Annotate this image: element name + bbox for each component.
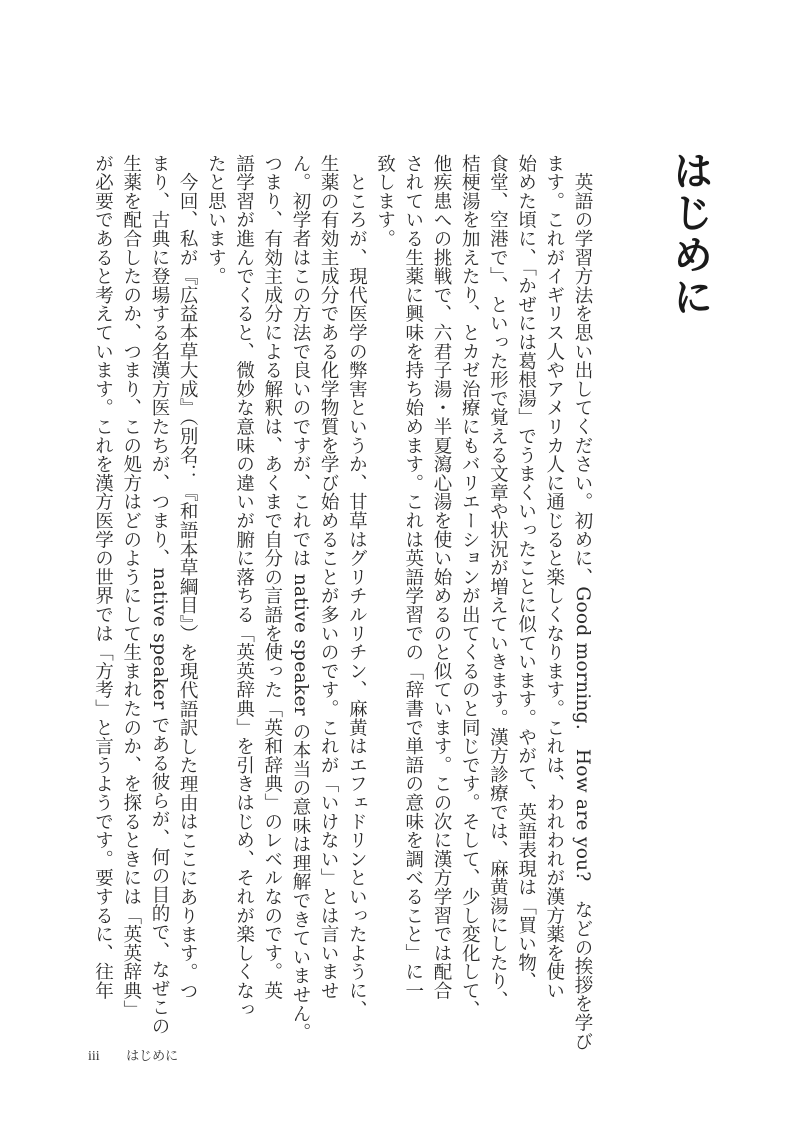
text-column: 生薬を配合したのか、つまり、この処方はどのようにして生まれたのか、を探るときには「英英辞典」 (120, 154, 142, 1019)
body-text (88, 154, 596, 1051)
text-column: されている生薬に興味を持ち始めます。これは英語学習での「辞書で単語の意味を調べること」に一 (402, 154, 424, 1000)
text-column: ん。初学者はこの方法で良いのですが、これでは native speaker の本当の意味は理解できていません。 (289, 154, 311, 1042)
text-column: 他疾患への挑戦で、六君子湯・半夏瀉心湯を使い始めるのと似ています。この次に漢方学習では配合 (430, 154, 452, 1000)
text-column: 致します。 (374, 154, 396, 248)
text-column: ところが、現代医学の弊害というか、甘草はグリチルリチン、麻黄はエフェドリンといったように、 (346, 154, 368, 1019)
text-column: 今回、私が『広益本草大成』（別名：『和語本草綱目』）を現代語訳した理由はここにあります。つ (177, 154, 199, 1001)
text-column: ます。これがイギリス人やアメリカ人に通じると楽しくなります。これは、われわれが漢方薬を使い (543, 154, 565, 1000)
text-column: が必要であると考えています。これを漢方医学の世界では「方考」と言うようです。要するに、往年 (92, 154, 114, 1000)
text-column: 桔梗湯を加えたり、とカゼ治療にもバリエーションが出てくるのと同じです。そして、少し変化して、 (459, 154, 481, 1019)
text-column: つまり、有効主成分による解釈は、あくまで自分の言語を使った「英和辞典」のレベルなのです。英 (261, 154, 283, 1000)
text-column: まり、古典に登場する名漢方医たちが、つまり、native speaker である彼らが、何の目的で、なぜこの (148, 154, 170, 1036)
page-number: iii (88, 1049, 100, 1064)
running-header-section: はじめに (126, 1049, 179, 1064)
page-footer (88, 1045, 178, 1065)
text-column: 食堂、空港で」、といった形で覚える文章や状況が増えていきます。漢方診療では、麻黄湯にしたり、 (487, 154, 509, 1010)
text-column: たと思います。 (205, 154, 227, 286)
text-column: 英語の学習方法を思い出してください。初めに、Good morning. How are you? などの挨拶を学び (572, 154, 593, 1051)
text-column: 生薬の有効主成分である化学物質を学び始めることが多いのです。これが「いけない」とは言いませ (318, 154, 340, 1000)
text-column: 始めた頃に、「かぜには葛根湯」でうまくいったことに似ています。やがて、英語表現は「買い物、 (515, 154, 537, 991)
text-column: 語学習が進んでくると、微妙な意味の違いが腑に落ちる「英英辞典」を引きはじめ、それが楽しくなっ (233, 154, 255, 1019)
page-title: はじめに (666, 150, 713, 318)
